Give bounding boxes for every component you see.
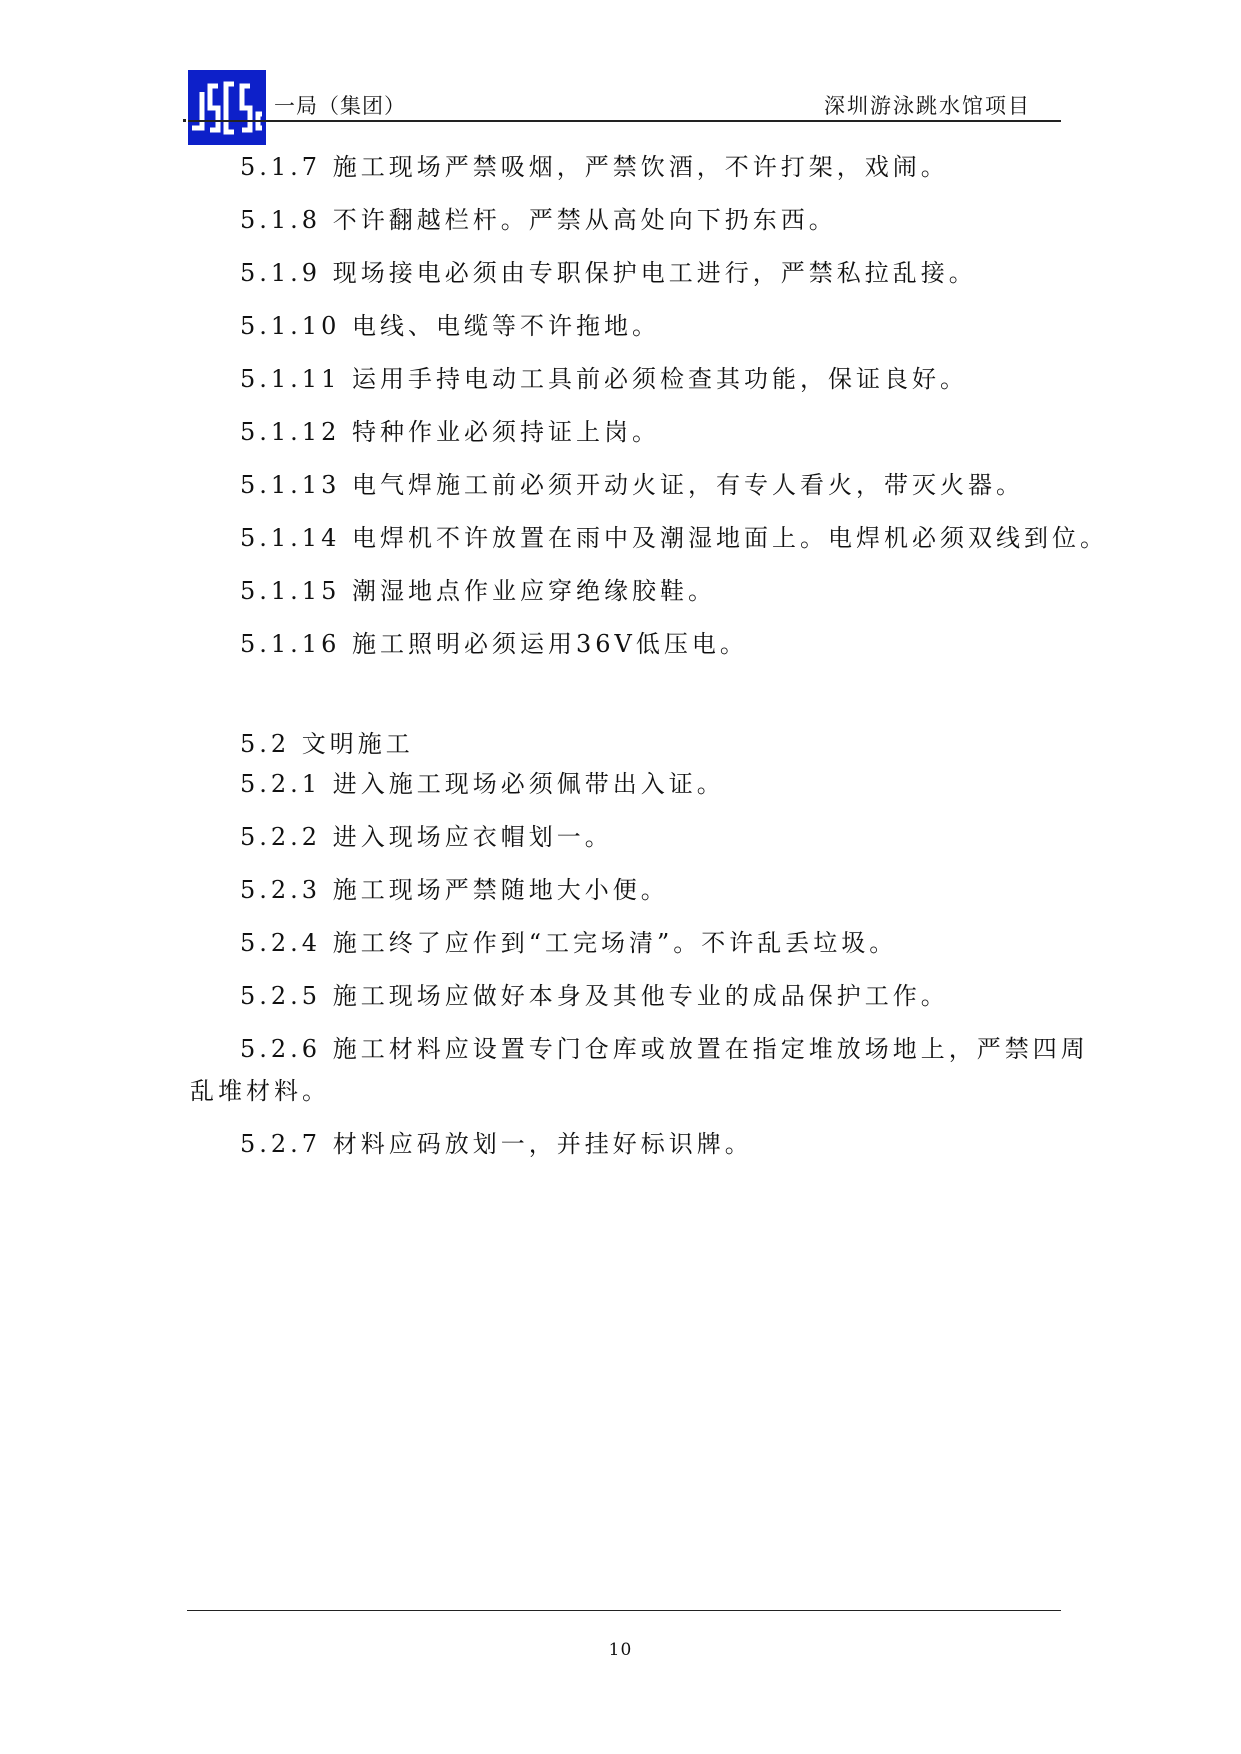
page-number: 10 [608,1640,633,1660]
clause-5-2-6-continued: 乱堆材料。 [190,1077,330,1105]
clause-5-1-9: 5.1.9 现场接电必须由专职保护电工进行，严禁私拉乱接。 [240,259,977,287]
cscec-logo-icon [188,70,266,145]
clause-5-1-14: 5.1.14 电焊机不许放置在雨中及潮湿地面上。电焊机必须双线到位。 [240,524,1108,552]
clause-5-2-1: 5.2.1 进入施工现场必须佩带出入证。 [240,770,725,798]
clause-5-1-8: 5.1.8 不许翻越栏杆。严禁从高处向下扔东西。 [240,206,837,234]
clause-5-2-6: 5.2.6 施工材料应设置专门仓库或放置在指定堆放场地上，严禁四周 [240,1035,1089,1063]
clause-5-2-7: 5.2.7 材料应码放划一，并挂好标识牌。 [240,1130,753,1158]
header-rule-tick [183,119,186,122]
company-name: 一局（集团） [274,94,406,118]
section-title: 5.2 文明施工 [240,730,414,758]
clause-5-1-15: 5.1.15 潮湿地点作业应穿绝缘胶鞋。 [240,577,716,605]
header-rule [188,120,1061,122]
clause-5-1-13: 5.1.13 电气焊施工前必须开动火证，有专人看火，带灭火器。 [240,471,1024,499]
clause-5-2-4: 5.2.4 施工终了应作到“工完场清”。不许乱丢垃圾。 [240,929,898,957]
page-header [188,70,1061,125]
clause-5-1-16: 5.1.16 施工照明必须运用36V低压电。 [240,630,748,658]
clause-5-2-5: 5.2.5 施工现场应做好本身及其他专业的成品保护工作。 [240,982,949,1010]
footer-rule [187,1610,1061,1611]
project-name: 深圳游泳跳水馆项目 [824,94,1031,118]
clause-5-2-2: 5.2.2 进入现场应衣帽划一。 [240,823,613,851]
document-body [190,152,1108,1159]
clause-5-2-3: 5.2.3 施工现场严禁随地大小便。 [240,876,669,904]
clause-5-1-10: 5.1.10 电线、电缆等不许拖地。 [240,312,660,340]
clause-5-1-11: 5.1.11 运用手持电动工具前必须检查其功能，保证良好。 [240,365,968,393]
clause-5-1-7: 5.1.7 施工现场严禁吸烟，严禁饮酒，不许打架，戏闹。 [240,153,949,181]
cscec-logo [188,70,266,145]
clause-5-1-12: 5.1.12 特种作业必须持证上岗。 [240,418,660,446]
